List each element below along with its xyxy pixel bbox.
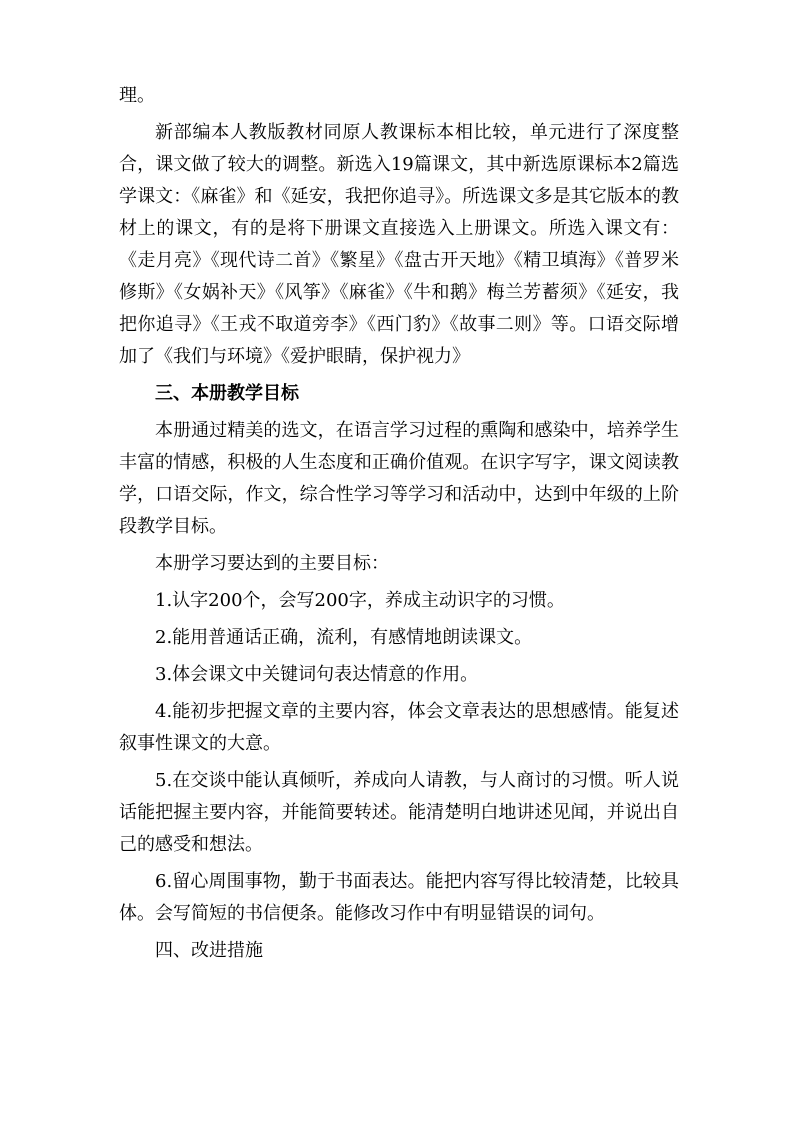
paragraph-continuation: 理。	[119, 85, 155, 106]
goal-item-1: 1.认字200个，会写200字，养成主动识字的习惯。	[155, 590, 565, 611]
goal-item-3: 3.体会课文中关键词句表达情意的作用。	[155, 664, 479, 685]
goal-item-6: 6.留心周围事物，勤于书面表达。能把内容写得比较清楚，比较具体。会写简短的书信便条。能修改习作中有明显错误的词句。	[119, 871, 679, 924]
section-heading-improvements: 四、改进措施	[155, 940, 263, 961]
goal-item-4: 4.能初步把握文章的主要内容，体会文章表达的思想感情。能复述叙事性课文的大意。	[119, 701, 679, 754]
paragraph-main-goals: 本册学习要达到的主要目标：	[155, 553, 389, 574]
paragraph-textbook-changes: 新部编本人教版教材同原人教课标本相比较，单元进行了深度整合，课文做了较大的调整。新选入19篇课文，其中新选原课标本2篇选学课文：《麻雀》和《延安，我把你追寻》。所选课文多是其它版本的教材上的课文，有的是将下册课文直接选入上册课文。所选入课文有：《走月亮》《现代诗二首》《繁星》《盘古开天地》《精卫填海》《普罗米修斯》《女娲补天》《风筝》《麻雀》《牛和鹅》梅兰芳蓄须》《延安，我把你追寻》《王戎不取道旁李》《西门豹》《故事二则》等。口语交际增加了《我们与环境》《爱护眼睛，保护视力》	[119, 122, 679, 367]
goal-item-5: 5.在交谈中能认真倾听，养成向人请教，与人商讨的习惯。听人说话能把握主要内容，并能简要转述。能清楚明白地讲述见闻，并说出自己的感受和想法。	[119, 770, 679, 855]
goal-item-2: 2.能用普通话正确，流利，有感情地朗读课文。	[155, 627, 533, 648]
paragraph-goals-intro: 本册通过精美的选文，在语言学习过程的熏陶和感染中，培养学生丰富的情感，积极的人生态度和正确价值观。在识字写字，课文阅读教学，口语交际，作文，综合性学习等学习和活动中，达到中年级的上阶段教学目标。	[119, 420, 679, 537]
document-body	[119, 80, 679, 972]
section-heading-teaching-goals: 三、本册教学目标	[155, 383, 299, 404]
